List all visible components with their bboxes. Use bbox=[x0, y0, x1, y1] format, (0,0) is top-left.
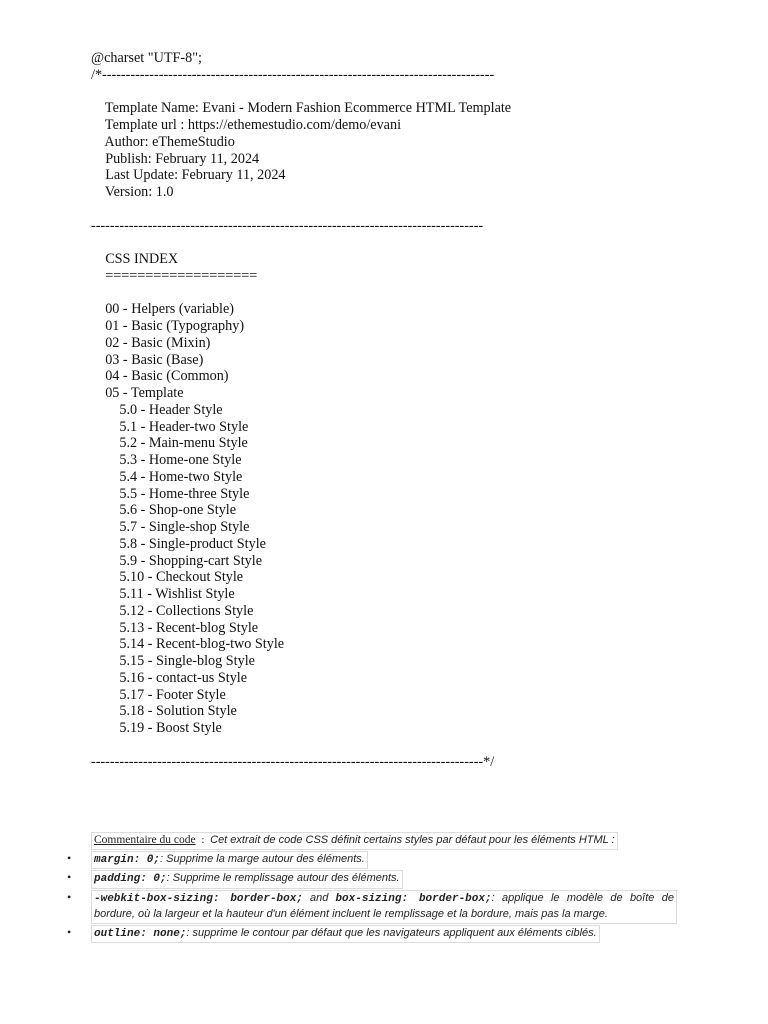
code-snippet: -webkit-box-sizing: border-box; bbox=[94, 892, 303, 905]
code-line bbox=[91, 234, 511, 251]
code-line: 5.6 - Shop-one Style bbox=[91, 502, 237, 519]
list-item bbox=[62, 870, 677, 889]
bullet-text: : applique le modèle de boîte de bordure, où la largeur et la hauteur d'un élément incluent le remplissage et la bordure, mais pas la marge. bbox=[94, 891, 675, 920]
code-line: 5.16 - contact-us Style bbox=[91, 669, 248, 686]
code-line: 05 - Template bbox=[91, 385, 184, 401]
code-line: 5.3 - Home-one Style bbox=[91, 452, 242, 468]
list-item bbox=[62, 890, 677, 924]
commentary-colon: : bbox=[201, 834, 205, 846]
code-line: 5.0 - Header Style bbox=[91, 401, 223, 418]
commentary-title: Commentaire du code bbox=[94, 834, 196, 846]
code-line: @charset "UTF-8"; bbox=[91, 50, 202, 66]
code-snippet: padding: 0; bbox=[94, 873, 167, 885]
bullet-icon: • bbox=[67, 924, 72, 939]
code-line: 5.4 - Home-two Style bbox=[91, 468, 243, 485]
bullet-icon: • bbox=[67, 850, 72, 865]
code-snippet: box-sizing: border-box; bbox=[335, 892, 492, 905]
bullet-icon: • bbox=[67, 889, 72, 904]
code-line: Publish: February 11, 2024 bbox=[91, 150, 260, 167]
code-line: 5.8 - Single-product Style bbox=[91, 535, 266, 552]
bullet-text: : Supprime la marge autour des éléments. bbox=[160, 852, 365, 865]
code-line: 5.13 - Recent-blog Style bbox=[91, 619, 259, 636]
code-line bbox=[91, 737, 511, 754]
code-line: 5.5 - Home-three Style bbox=[91, 485, 250, 502]
list-item bbox=[62, 925, 677, 944]
code-line bbox=[91, 285, 511, 302]
code-line bbox=[91, 84, 511, 101]
code-line: Template url : https://ethemestudio.com/demo/evani bbox=[91, 117, 402, 133]
code-line: 03 - Basic (Base) bbox=[91, 351, 204, 368]
code-line bbox=[91, 201, 511, 218]
commentary-intro: Cet extrait de code CSS définit certains styles par défaut pour les éléments HTML : bbox=[210, 834, 615, 846]
code-line: 5.2 - Main-menu Style bbox=[91, 435, 248, 452]
code-line: 02 - Basic (Mixin) bbox=[91, 334, 211, 351]
code-line: 01 - Basic (Typography) bbox=[91, 318, 245, 334]
code-line: /*----------------------------------------------------------------------------------- bbox=[91, 66, 495, 83]
bullet-icon: • bbox=[67, 870, 72, 884]
code-line: 5.9 - Shopping-cart Style bbox=[91, 552, 263, 569]
commentary-heading bbox=[62, 832, 677, 850]
list-item bbox=[62, 851, 677, 870]
code-line: 5.18 - Solution Style bbox=[91, 703, 237, 720]
bullet-text: : supprime le contour par défaut que les navigateurs appliquent aux éléments ciblés. bbox=[186, 926, 597, 939]
code-line: -----------------------------------------------------------------------------------*/ bbox=[91, 753, 495, 770]
css-header-comment bbox=[91, 50, 511, 770]
code-line: Last Update: February 11, 2024 bbox=[91, 167, 286, 184]
code-line: =================== bbox=[91, 267, 258, 284]
bullet-text: : Supprime le remplissage autour des éléments. bbox=[166, 872, 400, 884]
code-line: Template Name: Evani - Modern Fashion Ecommerce HTML Template bbox=[91, 100, 512, 117]
code-line: CSS INDEX bbox=[91, 251, 179, 267]
code-line: 5.19 - Boost Style bbox=[91, 720, 222, 736]
code-line: 5.11 - Wishlist Style bbox=[91, 586, 235, 602]
code-snippet: margin: 0; bbox=[94, 853, 161, 866]
code-line: 5.12 - Collections Style bbox=[91, 602, 254, 619]
code-line: 5.1 - Header-two Style bbox=[91, 418, 249, 435]
code-line: 5.14 - Recent-blog-two Style bbox=[91, 636, 285, 653]
code-line: 5.7 - Single-shop Style bbox=[91, 519, 250, 535]
connector-text: and bbox=[310, 891, 329, 904]
code-line: 5.10 - Checkout Style bbox=[91, 569, 244, 586]
code-line: 00 - Helpers (variable) bbox=[91, 301, 234, 318]
code-line: 04 - Basic (Common) bbox=[91, 368, 229, 385]
code-line: 5.15 - Single-blog Style bbox=[91, 653, 255, 669]
code-line: Author: eThemeStudio bbox=[91, 133, 235, 150]
code-line: Version: 1.0 bbox=[91, 184, 174, 200]
code-commentary bbox=[62, 832, 677, 943]
code-snippet: outline: none; bbox=[94, 927, 187, 940]
code-line: 5.17 - Footer Style bbox=[91, 686, 226, 703]
code-line: ----------------------------------------------------------------------------------- bbox=[91, 217, 484, 234]
